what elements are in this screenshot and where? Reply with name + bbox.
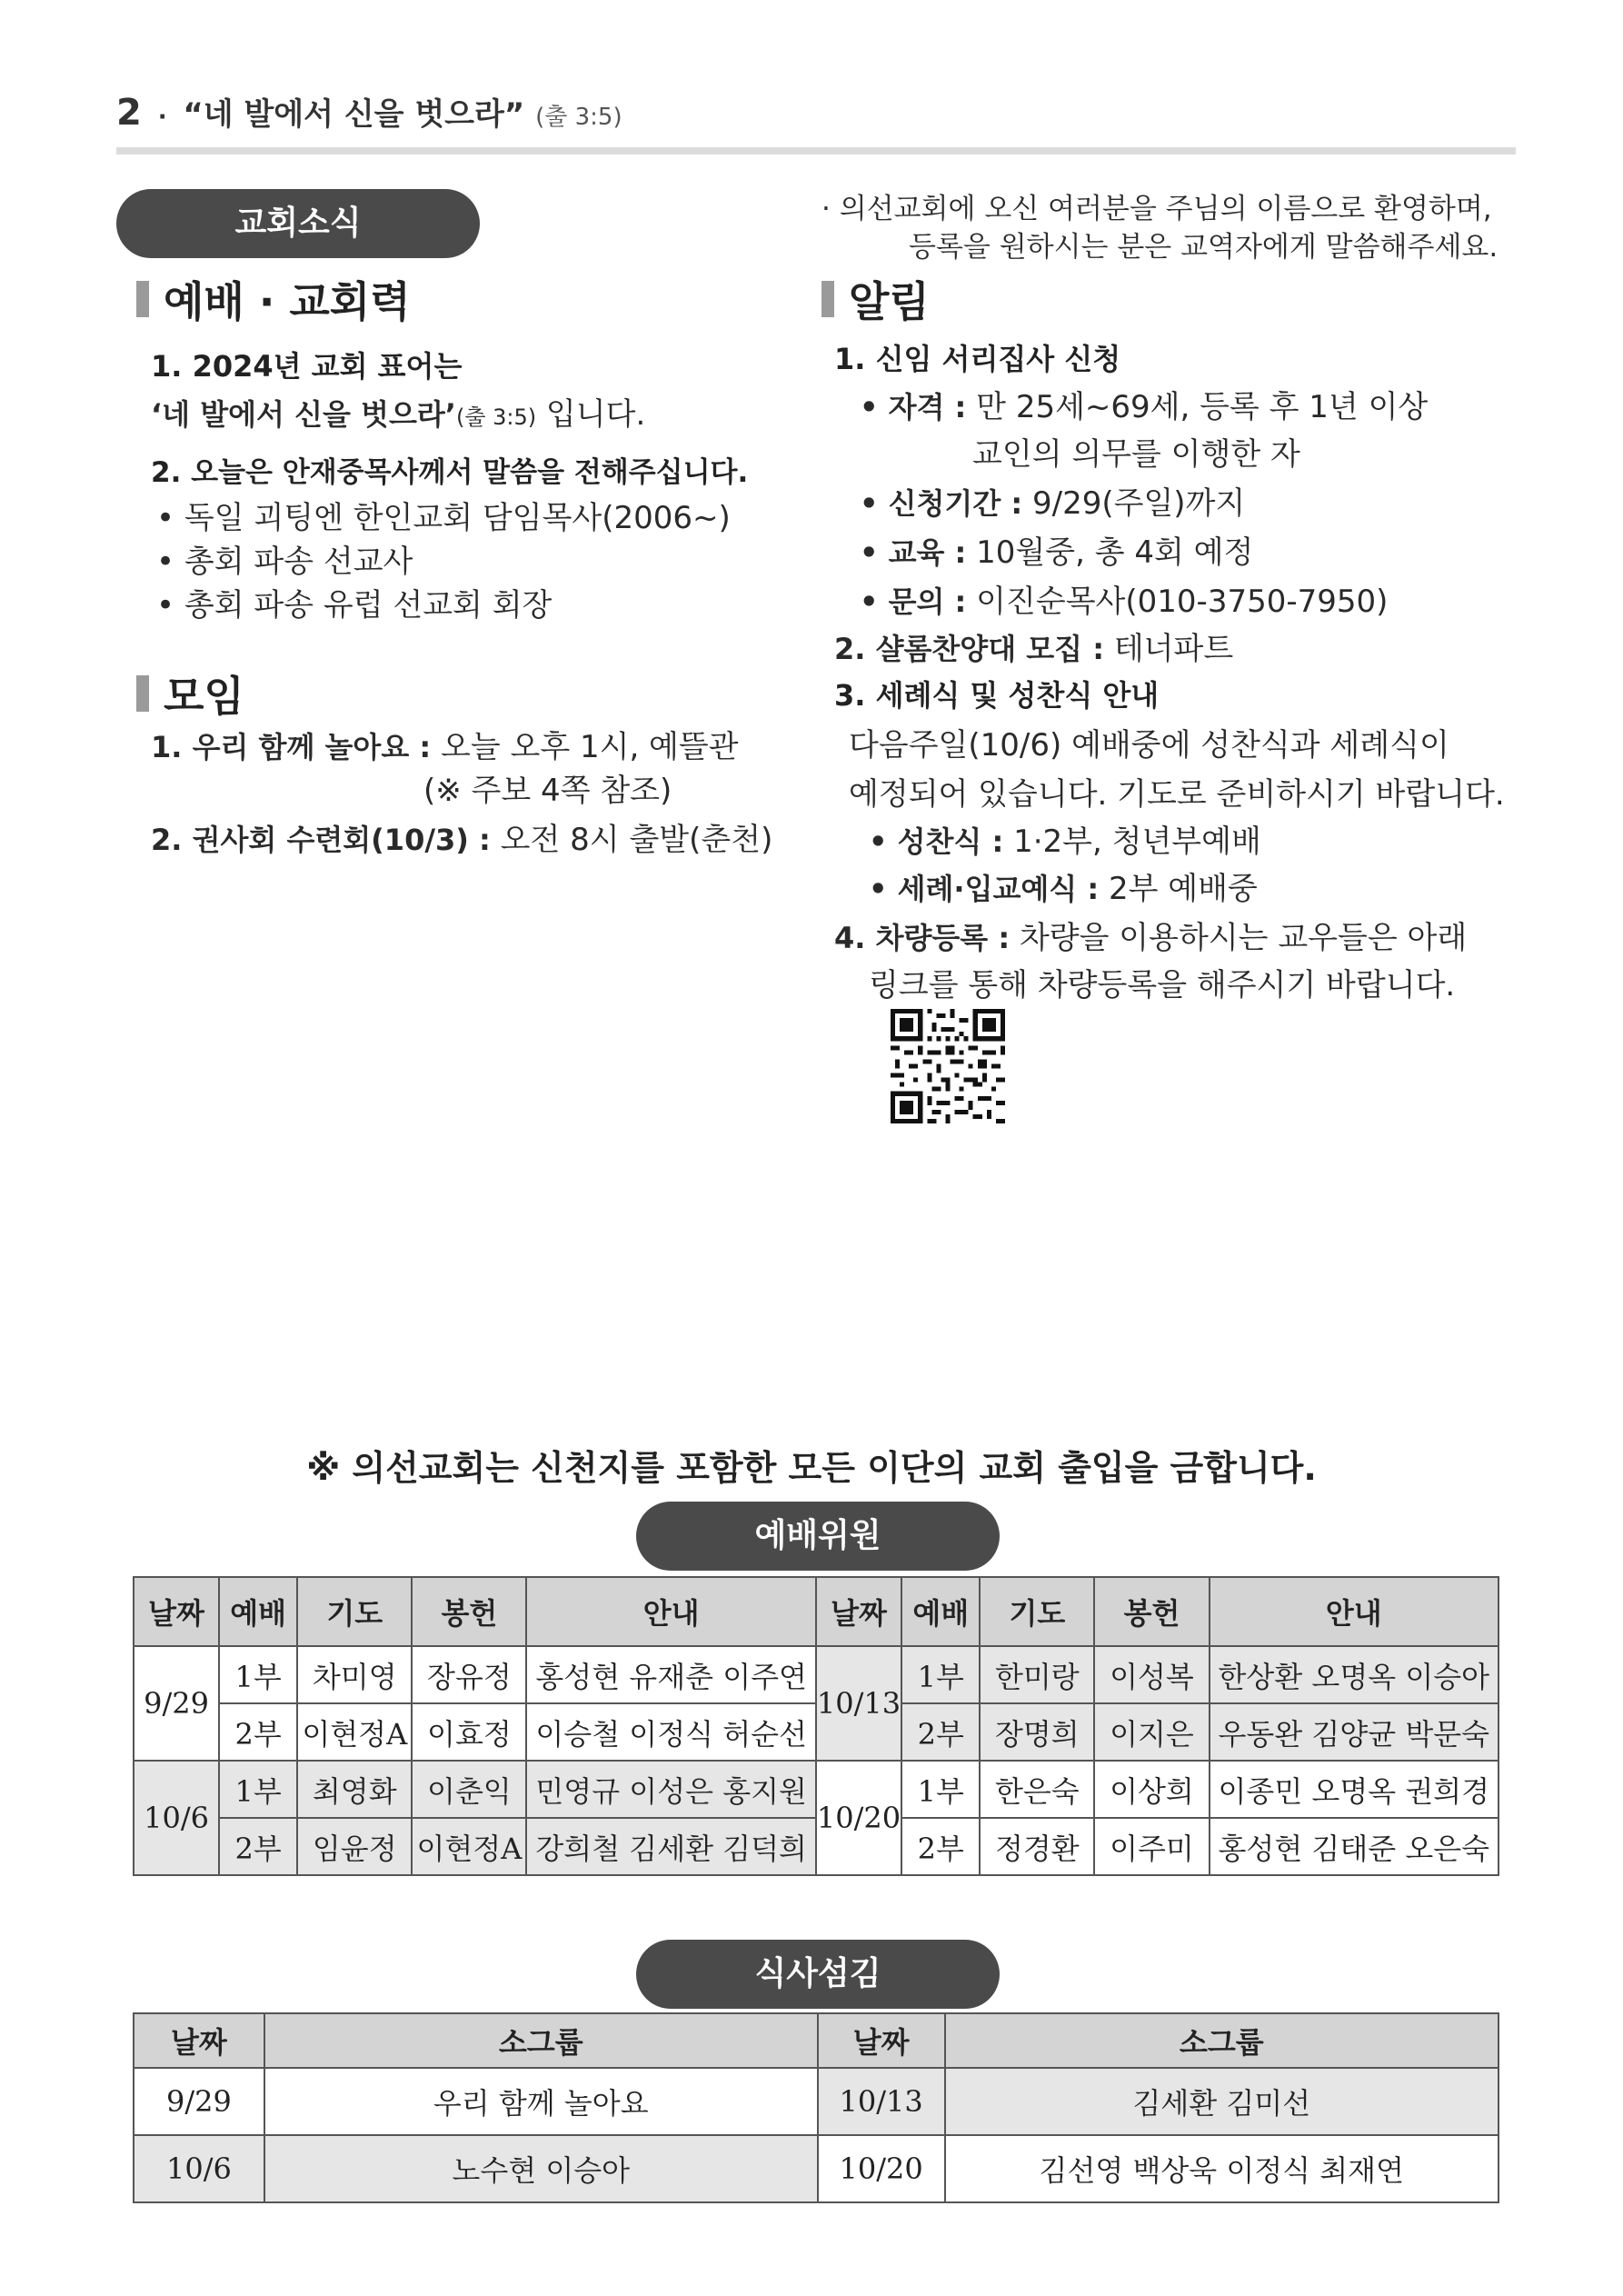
notice-item-2 — [834, 624, 1233, 668]
usher-cell: 이승철 이정식 허순선 — [526, 1703, 815, 1761]
usher-cell: 홍성현 유재춘 이주연 — [526, 1646, 815, 1703]
date-cell: 10/6 — [134, 1761, 219, 1875]
vehicle-registration-qr-code[interactable] — [891, 1009, 1005, 1123]
column-header: 날짜 — [134, 1577, 219, 1646]
service-cell: 2부 — [219, 1818, 297, 1875]
usher-cell: 민영규 이성은 홍지원 — [526, 1761, 815, 1818]
motto-ref: (출 3:5) — [455, 404, 537, 430]
prayer-cell: 이현정A — [297, 1703, 412, 1761]
sacrament-text-1: 다음주일(10/6) 예배중에 성찬식과 세례식이 — [849, 727, 1449, 764]
offering-cell: 이주미 — [1094, 1818, 1209, 1875]
qualification-label: • 자격 : — [860, 390, 967, 424]
usher-cell: 강희철 김세환 김덕희 — [526, 1818, 815, 1875]
usher-cell: 우동완 김양균 박문숙 — [1210, 1703, 1499, 1761]
meeting-item-1 — [151, 722, 739, 766]
meeting-item-2 — [151, 814, 772, 859]
offering-cell: 이춘익 — [412, 1761, 526, 1818]
notice-item-4 — [834, 913, 1467, 957]
page-number: 2 — [116, 92, 142, 134]
meeting-item-2-label: 2. 권사회 수련회(10/3) : — [151, 823, 491, 857]
service-cell: 2부 — [219, 1703, 297, 1761]
table-row — [134, 1761, 1499, 1818]
table-header-row — [134, 1577, 1499, 1646]
period-label: • 신청기간 : — [860, 486, 1023, 521]
date-cell: 10/13 — [818, 2068, 945, 2135]
prayer-cell: 임윤정 — [297, 1818, 412, 1875]
offering-cell: 이상희 — [1094, 1761, 1209, 1818]
communion-label: • 성찬식 : — [869, 824, 1004, 859]
service-cell: 1부 — [901, 1761, 980, 1818]
table-header-row — [134, 2013, 1499, 2068]
qualification-line — [860, 382, 1428, 426]
service-cell: 2부 — [901, 1818, 980, 1875]
notice-section-title — [821, 269, 930, 329]
section-bar — [136, 675, 149, 712]
usher-cell: 홍성현 김태준 오은숙 — [1210, 1818, 1499, 1875]
worship-section-title — [136, 269, 411, 329]
header-separator: · — [157, 104, 167, 131]
baptism-text: 2부 예배중 — [1099, 871, 1258, 907]
column-header: 소그룹 — [264, 2013, 818, 2068]
worship-committee-title: 예배위원 — [636, 1502, 1000, 1571]
inquiry-label: • 문의 : — [860, 584, 967, 619]
meeting-title-text: 모임 — [164, 672, 244, 721]
offering-cell: 이성복 — [1094, 1646, 1209, 1703]
column-header: 날짜 — [818, 2013, 945, 2068]
header-ref: (출 3:5) — [535, 104, 622, 131]
column-header: 날짜 — [816, 1577, 901, 1646]
period-line — [860, 478, 1245, 523]
inquiry-text: 이진순목사(010-3750-7950) — [966, 584, 1389, 620]
service-cell: 1부 — [901, 1646, 980, 1703]
preacher-bullet: • 총회 파송 선교사 — [156, 544, 413, 580]
prayer-cell: 한미랑 — [980, 1646, 1094, 1703]
date-cell: 9/29 — [134, 2068, 264, 2135]
period-text: 9/29(주일)까지 — [1022, 485, 1246, 522]
prayer-cell: 장명희 — [980, 1703, 1094, 1761]
education-line — [860, 527, 1253, 572]
date-cell: 9/29 — [134, 1646, 219, 1761]
vehicle-text-2: 링크를 통해 차량등록을 해주시기 바랍니다. — [869, 967, 1456, 1003]
column-header: 기도 — [297, 1577, 412, 1646]
choir-label: 2. 샬롬찬양대 모집 : — [834, 632, 1105, 666]
communion-text: 1·2부, 청년부예배 — [1003, 824, 1261, 860]
prayer-cell: 최영화 — [297, 1761, 412, 1818]
motto-tail: 입니다. — [536, 396, 646, 433]
prayer-cell: 정경환 — [980, 1818, 1094, 1875]
worship-item-2: 2. 오늘은 안재중목사께서 말씀을 전해주십니다. — [151, 456, 749, 489]
notice-item-1: 1. 신임 서리집사 신청 — [834, 342, 1121, 376]
meal-service-table — [133, 2012, 1499, 2203]
meeting-item-1-text: 오늘 오후 1시, 예뜰관 — [431, 729, 739, 765]
meeting-item-1-note: (※ 주보 4쪽 참조) — [423, 773, 672, 809]
column-header: 봉헌 — [412, 1577, 526, 1646]
offering-cell: 이지은 — [1094, 1703, 1209, 1761]
preacher-bullet: • 독일 괴팅엔 한인교회 담임목사(2006~) — [156, 500, 731, 536]
column-header: 날짜 — [134, 2013, 264, 2068]
service-cell: 1부 — [219, 1761, 297, 1818]
baptism-line — [869, 863, 1258, 908]
group-cell: 우리 함께 놀아요 — [264, 2068, 818, 2135]
qualification-text: 만 25세~69세, 등록 후 1년 이상 — [966, 389, 1429, 425]
prayer-cell: 한은숙 — [980, 1761, 1094, 1818]
church-news-label: 교회소식 — [116, 189, 480, 258]
prayer-cell: 차미영 — [297, 1646, 412, 1703]
worship-committee-table — [133, 1576, 1499, 1876]
table-row — [134, 2068, 1499, 2135]
column-header: 안내 — [526, 1577, 815, 1646]
notice-item-3: 3. 세례식 및 성찬식 안내 — [834, 678, 1160, 713]
welcome-line-2: 등록을 원하시는 분은 교역자에게 말씀해주세요. — [909, 231, 1499, 264]
notice-title-text: 알림 — [849, 277, 930, 326]
usher-cell: 한상환 오명옥 이승아 — [1210, 1646, 1499, 1703]
service-cell: 2부 — [901, 1703, 980, 1761]
vehicle-text-1: 차량을 이용하시는 교우들은 아래 — [1010, 920, 1468, 956]
meeting-section-title — [136, 664, 244, 724]
table-row — [134, 2135, 1499, 2202]
sacrament-text-2: 예정되어 있습니다. 기도로 준비하시기 바랍니다. — [849, 776, 1505, 813]
education-text: 10월중, 총 4회 예정 — [966, 534, 1254, 571]
group-cell: 김선영 백상욱 이정식 최재연 — [945, 2135, 1499, 2202]
offering-cell: 이효정 — [412, 1703, 526, 1761]
meeting-item-1-label: 1. 우리 함께 놀아요 : — [151, 730, 432, 764]
section-bar — [136, 281, 149, 317]
header-divider — [116, 147, 1516, 155]
column-header: 소그룹 — [945, 2013, 1499, 2068]
date-cell: 10/6 — [134, 2135, 264, 2202]
column-header: 기도 — [980, 1577, 1094, 1646]
date-cell: 10/20 — [818, 2135, 945, 2202]
column-header: 안내 — [1210, 1577, 1499, 1646]
heresy-warning: ※ 의선교회는 신천지를 포함한 모든 이단의 교회 출입을 금합니다. — [306, 1448, 1317, 1488]
inquiry-line — [860, 576, 1388, 621]
column-header: 봉헌 — [1094, 1577, 1209, 1646]
meal-service-title: 식사섬김 — [636, 1940, 1000, 2009]
service-cell: 1부 — [219, 1646, 297, 1703]
welcome-line-1: · 의선교회에 오신 여러분을 주님의 이름으로 환영하며, — [821, 193, 1492, 225]
baptism-label: • 세례·입교예식 : — [869, 872, 1100, 906]
column-header: 예배 — [901, 1577, 980, 1646]
worship-title-text: 예배 · 교회력 — [164, 277, 411, 326]
offering-cell: 이현정A — [412, 1818, 526, 1875]
date-cell: 10/20 — [816, 1761, 901, 1875]
worship-item-1: 1. 2024년 교회 표어는 — [151, 349, 463, 384]
section-bar — [821, 281, 834, 317]
page-header — [116, 89, 622, 134]
header-title: “네 발에서 신을 벗으라” — [183, 96, 525, 133]
communion-line — [869, 816, 1261, 861]
qualification-line-2: 교인의 의무를 이행한 자 — [972, 436, 1300, 473]
group-cell: 김세환 김미선 — [945, 2068, 1499, 2135]
group-cell: 노수현 이승아 — [264, 2135, 818, 2202]
meeting-item-2-text: 오전 8시 출발(춘천) — [490, 822, 773, 858]
preacher-bullet: • 총회 파송 유럽 선교회 회장 — [156, 587, 553, 624]
offering-cell: 장유정 — [412, 1646, 526, 1703]
motto-quote: ‘네 발에서 신을 벗으라’ — [151, 397, 456, 432]
vehicle-label: 4. 차량등록 : — [834, 921, 1011, 955]
column-header: 예배 — [219, 1577, 297, 1646]
education-label: • 교육 : — [860, 535, 967, 570]
date-cell: 10/13 — [816, 1646, 901, 1761]
choir-text: 테너파트 — [1104, 631, 1234, 667]
usher-cell: 이종민 오명옥 권희경 — [1210, 1761, 1499, 1818]
table-row — [134, 1646, 1499, 1703]
worship-item-1-motto — [151, 389, 645, 434]
